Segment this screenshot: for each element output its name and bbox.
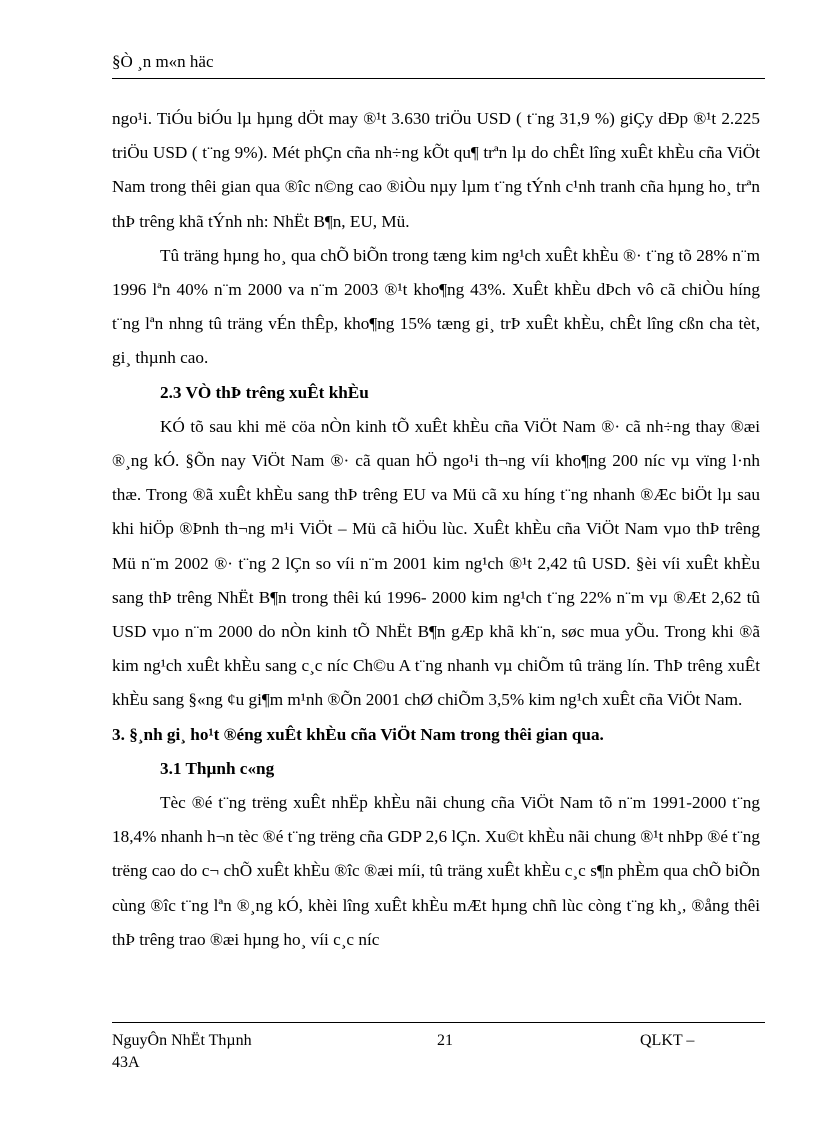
footer-course: QLKT – (640, 1032, 695, 1049)
paragraph-3: KÓ tõ sau khi më cöa nÒn kinh tÕ xuÊt khÈu cña ViÖt Nam ®· cã nh÷ng thay ®æi ®¸ng kÓ. §Õn nay ViÖt Nam ®· cã quan hÖ ngo¹i th¬ng víi kho¶ng 200 níc vµ vïng l·nh thæ. Trong ®ã xuÊt khÈu sang thÞ trêng EU va Mü cã xu híng t¨ng nhanh ®Æc biÖt lµ sau khi hiÖp ®Þnh th¬ng m¹i ViÖt – Mü cã hiÖu lùc. XuÊt khÈu cña ViÖt Nam vµo thÞ trêng Mü n¨m 2002 ®· t¨ng 2 lÇn so víi n¨m 2001 kim ng¹ch ®¹t 2,42 tû USD. §èi víi xuÊt khÈu sang thÞ trêng NhËt B¶n trong thêi kú 1996- 2000 kim ng¹ch t¨ng 22% n¨m vµ ®Æt 2,62 tû USD vµo n¨m 2000 do nÒn kinh tÕ NhËt B¶n gÆp khã kh¨n, søc mua yÕu. Trong khi ®ã kim ng¹ch xuÊt khÈu sang c¸c níc Ch©u A t¨ng nhanh vµ chiÕm tû träng lín. ThÞ trêng xuÊt khÈu sang §«ng ¢u gi¶m m¹nh ®Õn 2001 chØ chiÕm 3,5% kim ng¹ch xuÊt cña ViÖt Nam. (112, 416, 760, 710)
page-body (112, 102, 760, 957)
footer-divider (112, 1022, 765, 1023)
paragraph-2: Tû träng hµng ho¸ qua chÕ biÕn trong tæng kim ng¹ch xuÊt khÈu ®· t¨ng tõ 28% n¨m 1996 lªn 40% n¨m 2000 va n¨m 2003 ®¹t kho¶ng 43%. XuÊt khÈu dÞch vô cã chiÒu híng t¨ng lªn nhng tû träng vÉn thÊp, kho¶ng 15% tæng gi¸ trÞ xuÊt khÈu, chÊt lîng cßn cha tèt, gi¸ thµnh cao. (112, 245, 760, 368)
page-header-title: §Ò ¸n m«n häc (112, 52, 765, 79)
section-heading-3: 3. §¸nh gi¸ ho¹t ®éng xuÊt khÈu cña ViÖt Nam trong thêi gian qua. (112, 724, 604, 744)
paragraph-1: ngo¹i. TiÓu biÓu lµ hµng dÖt may ®¹t 3.630 triÖu USD ( t¨ng 31,9 %) giÇy dÐp ®¹t 2.225 triÖu USD ( t¨ng 9%). Mét phÇn cña nh÷ng kÕt qu¶ trªn lµ do chÊt lîng xuÊt khÈu cña ViÖt Nam trong thêi gian qua ®îc n©ng cao ®iÒu nµy lµm t¨ng tÝnh c¹nh tranh cña hµng ho¸ trªn thÞ trêng khã tÝnh nh: NhËt B¶n, EU, Mü. (112, 109, 760, 231)
footer-author: NguyÔn NhËt Thµnh 43A (112, 1032, 252, 1071)
footer-page-number: 21 (437, 1032, 453, 1049)
section-heading-3-1: 3.1 Thµnh c«ng (160, 758, 275, 778)
paragraph-4: Tèc ®é t¨ng trëng xuÊt nhËp khÈu nãi chung cña ViÖt Nam tõ n¨m 1991-2000 t¨ng 18,4% nhanh h¬n tèc ®é t¨ng trëng cña GDP 2,6 lÇn. Xu©t khÈu nãi chung ®¹t nhÞp ®é t¨ng trëng cao do c¬ chÕ xuÊt khÈu ®îc ®æi míi, tû träng xuÊt khÈu c¸c s¶n phÈm qua chÕ biÕn cùng ®îc t¨ng lªn ®¸ng kÓ, khèi lîng xuÊt khÈu mÆt hµng chñ lùc còng t¨ng kh¸, ®ång thêi thÞ trêng trao ®æi hµng ho¸ víi c¸c níc (112, 793, 760, 949)
section-heading-2-3: 2.3 VÒ thÞ trêng xuÊt khÈu (160, 382, 369, 402)
